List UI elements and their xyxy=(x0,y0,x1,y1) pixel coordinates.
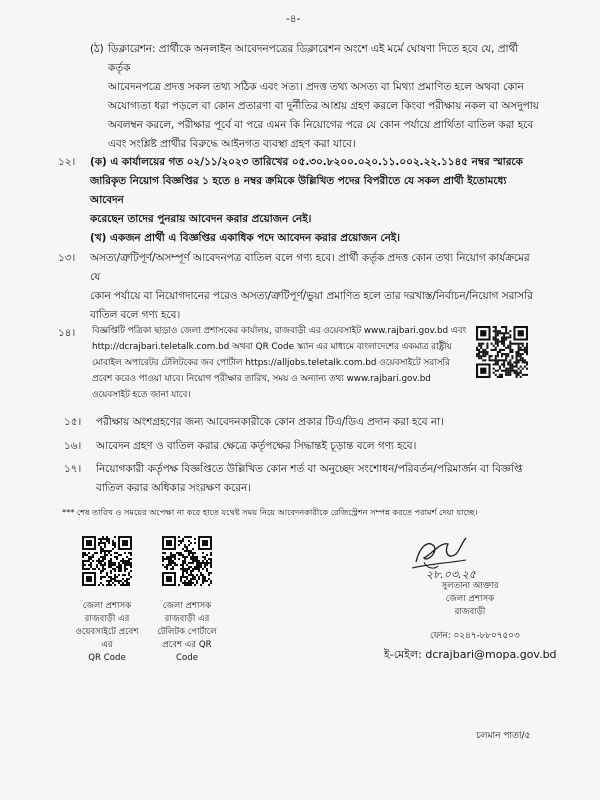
text-line: অবলম্বন করলে, পরীক্ষার পূর্বে বা পরে এমন কি নিয়োগের পরে যে কোন পর্যায়ে প্রার্থিতা বাতিল করা হবে xyxy=(108,119,534,131)
caption-line: রাজবাড়ী এর xyxy=(84,614,130,624)
text-line: নিয়োগকারী কর্তৃপক্ষ বিজ্ঞপ্তিতে উল্লিখিত কোন শর্ত বা অনুচ্ছেদ সংশোধন/পরিবর্তন/পরিমার্জন বা বিজ্ঞপ্তি xyxy=(96,463,523,475)
signatory-designation: জেলা প্রশাসক xyxy=(445,594,495,604)
text-line: বাতিল বলে গণ্য হবে। xyxy=(90,309,181,321)
text-line: বাতিল করার অধিকার সংরক্ষণ করেন। xyxy=(96,482,251,494)
continued-marker: চলমান পাতা/৫ xyxy=(476,731,531,741)
item-number: ১৭। xyxy=(64,463,82,475)
text-line: অসত্য/ত্রুটিপূর্ণ/অসম্পূর্ণ আবেদনপত্র বাতিল বলে গণ্য হবে। প্রার্থী কর্তৃক প্রদত্ত কোন তথ্য নিয়োগ কার্যক্রমের যে xyxy=(90,252,530,283)
item-number: ১৩। xyxy=(58,252,76,264)
item-number: ১৪। xyxy=(58,327,76,339)
item-15-text: পরীক্ষায় অংশগ্রহণের জন্য আবেদনকারীকে কোন প্রকার টিএ/ডিএ প্রদান করা হবে না। xyxy=(96,416,444,428)
caption-line: জেলা প্রশাসক xyxy=(162,601,212,611)
caption-line: জেলা প্রশাসক xyxy=(82,601,132,611)
text-line: আবেদনপত্রে প্রদত্ত সকল তথ্য সঠিক এবং সত্য। প্রদত্ত তথ্য অসত্য বা মিথ্যা প্রমাণিত হলে অথবা কোন xyxy=(108,81,524,93)
item-number: ১৫। xyxy=(64,416,82,428)
declaration-paragraph xyxy=(108,40,540,154)
caption-line: Code xyxy=(175,653,198,663)
qr-code-image xyxy=(476,326,528,378)
phone-number: ফোন: ০২৪৭-৮৮০৭৫০৩ xyxy=(430,631,520,641)
text-line: ডিক্লারেশন: প্রার্থীকে অনলাইন আবেদনপত্রের ডিক্লারেশন অংশে এই মর্মে ঘোষণা দিতে হবে যে, প্রার্থী কর্তৃক xyxy=(108,43,519,74)
signature-date: ২৮.০৩.২৫ xyxy=(426,568,476,581)
item-17-paragraph xyxy=(96,460,540,498)
text-line: ওয়েবসাইট হতে জানা যাবে। xyxy=(92,390,191,400)
caption-line: প্রবেশ এর QR xyxy=(162,640,212,650)
text-line: (ক) এ কার্যালয়ের গত ০২/১১/২০২৩ তারিখের ০৫.৩০.৮২০০.০২০.১১.০০২.২২.১১৪৫ নম্বর স্মারকে xyxy=(90,156,523,168)
item-14-paragraph xyxy=(92,323,474,403)
signatory-district: রাজবাড়ী xyxy=(454,607,486,617)
text-line: বিজ্ঞপ্তিটি পত্রিকা ছাড়াও জেলা প্রশাসকের কার্যালয়, রাজবাড়ী এর ওয়েবসাইট www.rajbari.gov.bd এবং xyxy=(92,326,467,336)
signatory-block xyxy=(420,580,520,619)
signatory-name: সুলতানা আক্তার xyxy=(441,581,499,591)
item-number: ১৬। xyxy=(64,440,82,452)
qr-caption xyxy=(128,600,246,665)
qr-code-image xyxy=(82,536,132,586)
text-line: জারিকৃত নিয়োগ বিজ্ঞপ্তির ১ হতে ৪ নম্বর ক্রমিকে উল্লিখিত পদের বিপরীতে যে সকল প্রার্থী ইতোমধ্যে আবেদন xyxy=(90,175,507,206)
advisory-note: *** শেষ তারিখ ও সময়ের অপেক্ষা না করে হাতে যথেষ্ট সময় নিয়ে আবেদনকারীকে রেজিস্ট্রেশন সম্পন্ন করতে পরামর্শ দেয়া যাচ্ছে। xyxy=(62,507,478,517)
item-label: (ঠ) xyxy=(90,43,104,55)
text-line: করেছেন তাদের পুনরায় আবেদন করার প্রয়োজন নেই। xyxy=(90,213,312,225)
text-line: http://dcrajbari.teletalk.com.bd অথবা QR Code স্ক্যান এর মাধ্যমে বাংলাদেশের একমাত্র রাষ্ট্রীয় xyxy=(92,342,452,352)
email-address: ই-মেইল: dcrajbari@mopa.gov.bd xyxy=(384,648,557,661)
caption-line: টেলিটক পোর্টালে xyxy=(157,627,217,637)
text-line: মোবাইল অপারেটর টেলিটকের জব পোর্টাল https://alljobs.teletalk.com.bd ওয়েবসাইটে সরাসরি xyxy=(92,358,450,368)
caption-line: QR Code xyxy=(88,653,126,663)
item-16-text: আবেদন গ্রহণ ও বাতিল করার ক্ষেত্রে কর্তৃপক্ষের সিদ্ধান্তই চূড়ান্ত বলে গণ্য হবে। xyxy=(96,440,417,452)
item-13-paragraph xyxy=(90,249,540,325)
item-number: ১২। xyxy=(58,156,76,168)
qr-code-image xyxy=(162,536,212,586)
caption-line: রাজবাড়ী এর xyxy=(164,614,210,624)
text-line: প্রবেশ করেও পাওয়া যাবে। নিয়োগ পরীক্ষার তারিখ, সময় ও অন্যান্য তথ্য www.rajbari.gov.bd xyxy=(92,374,431,384)
page-number: -৪- xyxy=(286,13,301,25)
item-12-paragraph xyxy=(90,153,540,248)
caption-line: ওয়েবসাইটে প্রবেশ xyxy=(75,627,139,637)
text-line: (খ) একজন প্রার্থী এ বিজ্ঞপ্তির একাধিক পদে আবেদন করার প্রয়োজন নেই। xyxy=(90,232,400,244)
text-line: এবং সংশ্লিষ্ট প্রার্থীর বিরুদ্ধে আইনগত ব্যবস্থা গ্রহণ করা যাবে। xyxy=(108,138,356,150)
text-line: কোন পর্যায়ে বা নিয়োগদানের পরেও অসত্য/ত্রুটিপূর্ণ/ভুয়া প্রমাণিত হলে তার দরখাস্ত/নির্বাচন/নিয়োগ সরাসরি xyxy=(90,290,533,302)
caption-line: এর xyxy=(101,640,113,650)
text-line: অযোগ্যতা ধরা পড়লে বা কোন প্রতারণা বা দুর্নীতির আশ্রয় গ্রহণ করলে কিংবা পরীক্ষায় নকল বা অসদুপায় xyxy=(108,100,539,112)
